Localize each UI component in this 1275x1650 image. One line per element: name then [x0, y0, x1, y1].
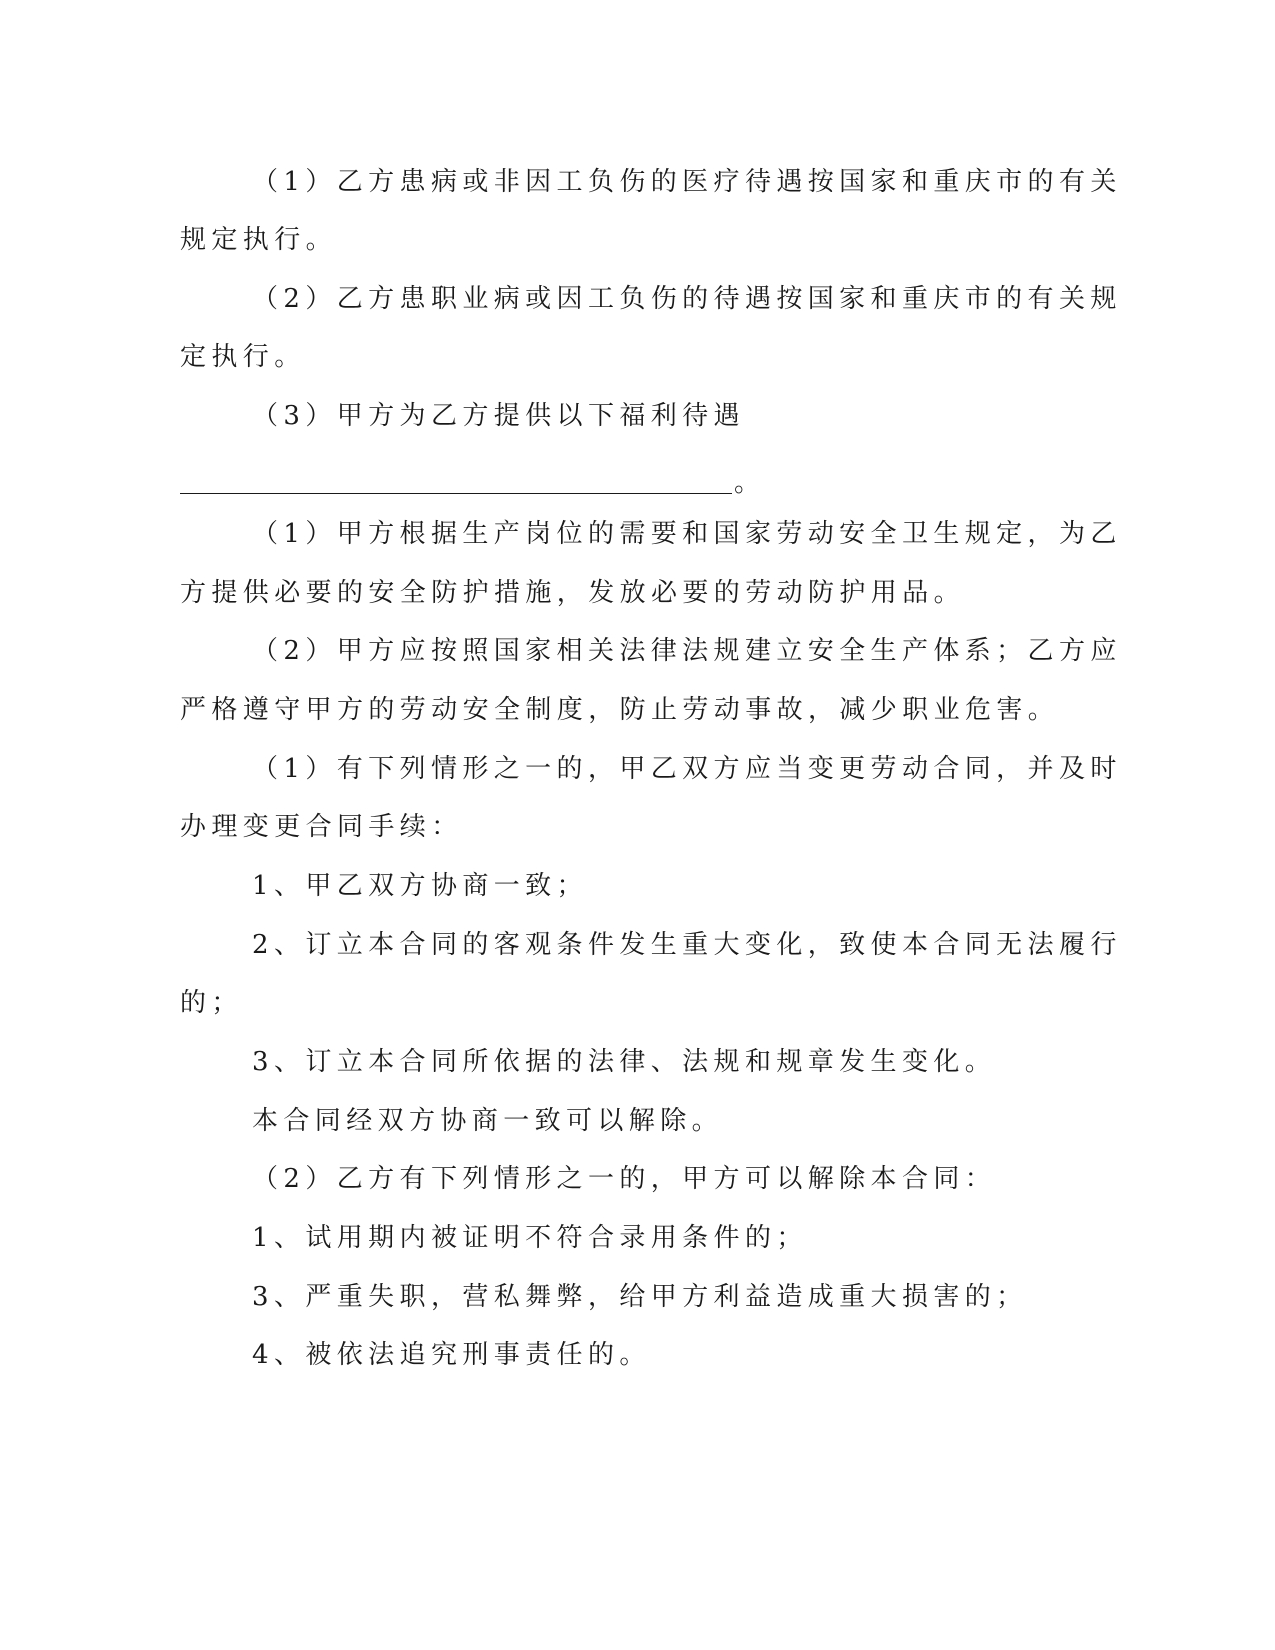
list-item: 3、严重失职，营私舞弊，给甲方利益造成重大损害的； — [252, 1282, 1028, 1312]
list-item: 2、订立本合同的客观条件发生重大变化，致使本合同无法履行 — [252, 930, 1122, 960]
paragraph-line: 规定执行。 — [180, 225, 338, 255]
paragraph-line: （1）有下列情形之一的，甲乙双方应当变更劳动合同，并及时 — [252, 754, 1122, 784]
paragraph-line: （2）乙方有下列情形之一的，甲方可以解除本合同： — [252, 1164, 997, 1194]
paragraph-line: 本合同经双方协商一致可以解除。 — [252, 1106, 724, 1136]
paragraph-line: （2）甲方应按照国家相关法律法规建立安全生产体系；乙方应 — [252, 636, 1122, 666]
paragraph-line: 定执行。 — [180, 342, 306, 372]
paragraph-line: （2）乙方患职业病或因工负伤的待遇按国家和重庆市的有关规 — [252, 284, 1122, 314]
paragraph-line: 的； — [180, 988, 243, 1018]
paragraph-line: （1）乙方患病或非因工负伤的医疗待遇按国家和重庆市的有关 — [252, 167, 1122, 197]
paragraph-line: （3）甲方为乙方提供以下福利待遇 — [252, 401, 745, 431]
blank-period: 。 — [734, 468, 761, 498]
paragraph-line: 方提供必要的安全防护措施，发放必要的劳动防护用品。 — [180, 578, 966, 608]
paragraph-line: 严格遵守甲方的劳动安全制度，防止劳动事故，减少职业危害。 — [180, 695, 1060, 725]
fill-in-blank — [180, 466, 760, 500]
list-item: 1、甲乙双方协商一致； — [252, 871, 588, 901]
list-item: 1、试用期内被证明不符合录用条件的； — [252, 1223, 808, 1253]
paragraph-line: （1）甲方根据生产岗位的需要和国家劳动安全卫生规定，为乙 — [252, 519, 1122, 549]
list-item: 3、订立本合同所依据的法律、法规和规章发生变化。 — [252, 1047, 997, 1077]
blank-underline — [180, 469, 732, 494]
paragraph-line: 办理变更合同手续： — [180, 812, 463, 842]
list-item: 4、被依法追究刑事责任的。 — [252, 1340, 651, 1370]
